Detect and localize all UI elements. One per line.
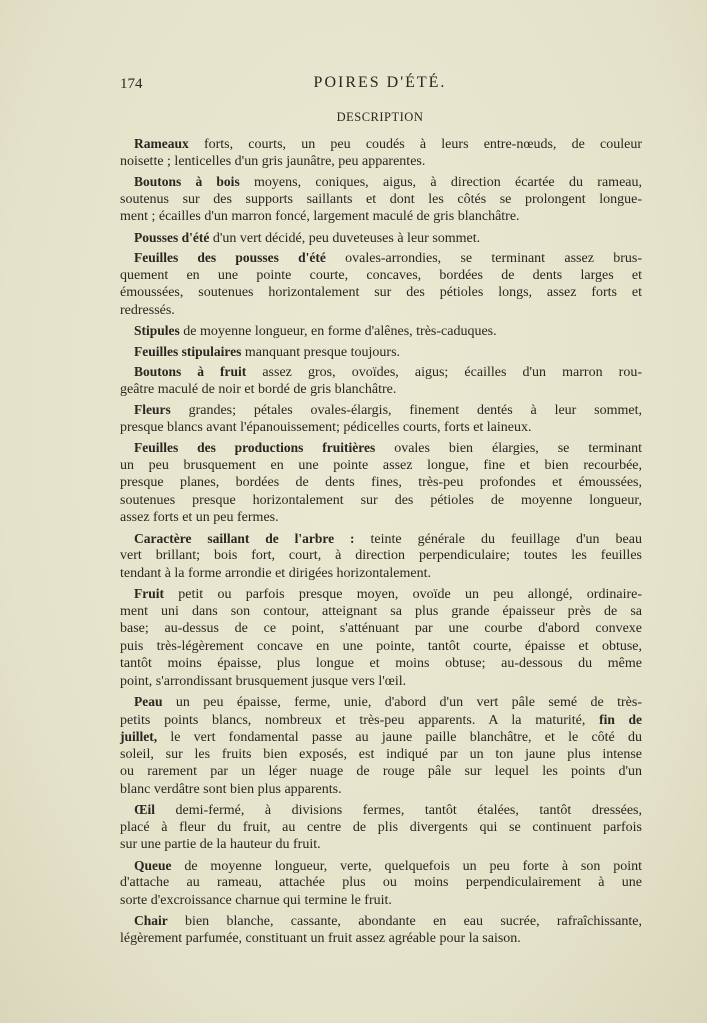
bold-term: Œil bbox=[134, 802, 156, 817]
bold-term: juillet, bbox=[120, 729, 158, 744]
line-text: ment ; écailles d'un marron foncé, largement maculé de gris blanchâtre. bbox=[120, 209, 520, 224]
text-line bbox=[120, 585, 642, 603]
bold-term: Feuilles stipulaires bbox=[134, 343, 242, 359]
line-text: noisette ; lenticelles d'un gris jaunâtre, peu apparentes. bbox=[120, 153, 426, 169]
text-line bbox=[120, 381, 642, 399]
line-text: placé à fleur du fruit, au centre de plis divergents qui se continuent parfois bbox=[120, 819, 642, 835]
description-paragraph bbox=[120, 363, 642, 398]
line-text: assez gros, ovoïdes, aigus; écailles d'un marron rou- bbox=[246, 365, 642, 380]
text-line bbox=[120, 474, 642, 492]
text-line bbox=[120, 547, 642, 565]
line-text: bien blanche, cassante, abondante en eau sucrée, rafraîchissante, bbox=[167, 914, 642, 929]
bold-term: Pousses d'été bbox=[134, 229, 210, 245]
line-text: vert brillant; bois fort, court, à direction perpendiculaire; toutes les feuilles bbox=[120, 548, 642, 563]
text-line bbox=[120, 673, 642, 691]
line-text: émoussées, soutenues horizontalement sur des pétioles longs, assez forts et bbox=[120, 285, 642, 300]
bold-term: Feuilles des pousses d'été bbox=[134, 250, 326, 265]
line-text: puis très-légèrement concave en une pointe, tantôt courte, épaisse et obtuse, bbox=[120, 638, 642, 654]
line-text: ou rarement par un léger nuage de rouge pâle sur lequel les points d'un bbox=[120, 764, 642, 779]
line-text: d'attache au rameau, attachée plus ou moins perpendiculairement à une bbox=[120, 875, 642, 890]
text-line bbox=[120, 208, 642, 226]
running-title: POIRES D'ÉTÉ. bbox=[313, 74, 447, 91]
line-text: sur une partie de la hauteur du fruit. bbox=[120, 837, 321, 852]
text-line bbox=[120, 457, 642, 475]
text-line bbox=[120, 530, 642, 548]
line-text: presque planes, bordées de dents fines, très-peu profondes et émoussées, bbox=[120, 475, 642, 490]
text-line bbox=[120, 874, 642, 892]
text-line bbox=[120, 191, 642, 209]
section-title: DESCRIPTION bbox=[336, 110, 424, 124]
line-text: assez forts et un peu fermes. bbox=[120, 510, 279, 525]
line-text: d'un vert décidé, peu duveteuses à leur sommet. bbox=[209, 230, 481, 246]
bold-term: Queue bbox=[134, 857, 172, 873]
text-line bbox=[120, 322, 642, 340]
description-paragraph bbox=[120, 343, 642, 361]
line-text: le vert fondamental passe au jaune paille blanchâtre, et le côté du bbox=[157, 730, 642, 745]
line-text: grandes; pétales ovales-élargis, finement dentés à leur sommet, bbox=[170, 403, 642, 418]
text-line bbox=[120, 173, 642, 191]
line-text: ment uni dans son contour, atteignant sa plus grande épaisseur près de sa bbox=[120, 603, 642, 619]
description-paragraph bbox=[120, 585, 642, 690]
line-text: soutenues presque horizontalement sur des pétioles de moyenne longueur, bbox=[120, 492, 642, 508]
bold-term: fin de bbox=[599, 711, 642, 727]
line-text: sorte d'excroissance charnue qui termine le fruit. bbox=[120, 892, 392, 908]
text-line bbox=[120, 229, 642, 247]
description-paragraph bbox=[120, 249, 642, 319]
text-line bbox=[120, 249, 642, 267]
line-text: un peu épaisse, ferme, unie, d'abord d'un vert pâle semé de très- bbox=[162, 695, 642, 710]
line-text: point, s'arrondissant brusquement jusque vers l'œil. bbox=[120, 673, 407, 689]
line-text: légèrement parfumée, constituant un fruit assez agréable pour la saison. bbox=[120, 930, 521, 946]
description-paragraph bbox=[120, 439, 642, 527]
line-text: blanc verdâtre sont bien plus apparents. bbox=[120, 781, 342, 797]
description-paragraph bbox=[120, 322, 642, 340]
text-line bbox=[120, 620, 642, 638]
description-paragraph bbox=[120, 801, 642, 854]
text-line bbox=[120, 267, 642, 285]
bold-term: Rameaux bbox=[134, 136, 189, 151]
page-number: 174 bbox=[120, 76, 143, 92]
text-line bbox=[120, 401, 642, 419]
line-text: manquant presque toujours. bbox=[241, 344, 401, 360]
text-line bbox=[120, 746, 642, 764]
line-text: tantôt moins épaisse, plus longue et moins obtuse; au-dessous du même bbox=[120, 656, 642, 671]
line-text: de moyenne longueur, en forme d'alênes, très-caduques. bbox=[179, 324, 497, 339]
line-text: teinte générale du feuillage d'un beau bbox=[354, 531, 642, 547]
line-text: moyens, coniques, aigus, à direction écartée du rameau, bbox=[239, 175, 642, 190]
text-line bbox=[120, 343, 642, 361]
bold-term: Fruit bbox=[134, 586, 164, 601]
text-line bbox=[120, 284, 642, 302]
text-line bbox=[120, 135, 642, 153]
description-paragraph bbox=[120, 173, 642, 226]
text-line bbox=[120, 565, 642, 583]
text-line bbox=[120, 419, 642, 437]
text-line bbox=[120, 728, 642, 746]
line-text: redressés. bbox=[120, 302, 175, 318]
line-text: demi-fermé, à divisions fermes, tantôt étalées, tantôt dressées, bbox=[155, 803, 642, 818]
text-line bbox=[120, 763, 642, 781]
bold-term: Stipules bbox=[134, 323, 180, 338]
line-text: quement en une pointe courte, concaves, bordées de dents larges et bbox=[120, 267, 642, 283]
bold-term: Boutons à fruit bbox=[134, 364, 247, 379]
text-line bbox=[120, 603, 642, 621]
text-line bbox=[120, 836, 642, 854]
bold-term: Chair bbox=[134, 913, 168, 928]
line-text: tendant à la forme arrondie et dirigées horizontalement. bbox=[120, 565, 431, 581]
line-text: de moyenne longueur, verte, quelquefois un peu forte à son point bbox=[171, 858, 642, 874]
line-text: presque blancs avant l'épanouissement; pédicelles courts, forts et laineux. bbox=[120, 419, 532, 435]
line-text: forts, courts, un peu coudés à leurs entre-nœuds, de couleur bbox=[188, 137, 642, 152]
text-line bbox=[120, 781, 642, 799]
line-text: petit ou parfois presque moyen, ovoïde un peu allongé, ordinaire- bbox=[164, 587, 642, 602]
bold-term: Peau bbox=[134, 694, 163, 709]
text-line bbox=[120, 153, 642, 171]
text-line bbox=[120, 801, 642, 819]
line-text: soleil, sur les fruits bien exposés, est indiqué par un ton jaune plus intense bbox=[120, 746, 642, 762]
text-line bbox=[120, 509, 642, 527]
text-line bbox=[120, 302, 642, 320]
bold-term: Boutons à bois bbox=[134, 174, 240, 189]
text-line bbox=[120, 492, 642, 510]
text-line bbox=[120, 711, 642, 729]
text-line bbox=[120, 655, 642, 673]
text-line bbox=[120, 857, 642, 875]
description-paragraph bbox=[120, 401, 642, 436]
description-paragraph bbox=[120, 912, 642, 947]
text-line bbox=[120, 693, 642, 711]
line-text: petits points blancs, nombreux et très-peu apparents. A la maturité, bbox=[120, 712, 600, 728]
description-paragraph bbox=[120, 693, 642, 798]
text-line bbox=[120, 638, 642, 656]
line-text: soutenus sur des supports saillants et dont les côtés se prolongent longue- bbox=[120, 191, 642, 207]
text-line bbox=[120, 892, 642, 910]
description-paragraph bbox=[120, 530, 642, 583]
line-text: base; au-dessus de ce point, s'atténuant par une courbe d'abord convexe bbox=[120, 621, 642, 636]
text-line bbox=[120, 819, 642, 837]
description-body bbox=[120, 135, 642, 950]
line-text: ovales-arrondies, se terminant assez brus- bbox=[325, 251, 642, 266]
line-text: ovales bien élargies, se terminant bbox=[375, 441, 642, 456]
line-text: geâtre maculé de noir et bordé de gris blanchâtre. bbox=[120, 381, 397, 397]
bold-term: Feuilles des productions fruitières bbox=[134, 440, 376, 455]
bold-term: Caractère saillant de l'arbre : bbox=[134, 530, 355, 546]
description-paragraph bbox=[120, 229, 642, 247]
bold-term: Fleurs bbox=[134, 402, 171, 417]
description-paragraph bbox=[120, 857, 642, 910]
description-paragraph bbox=[120, 135, 642, 170]
text-line bbox=[120, 363, 642, 381]
text-line bbox=[120, 912, 642, 930]
text-line bbox=[120, 930, 642, 948]
line-text: un peu brusquement en une pointe assez longue, fine et bien recourbée, bbox=[120, 457, 642, 473]
text-line bbox=[120, 439, 642, 457]
